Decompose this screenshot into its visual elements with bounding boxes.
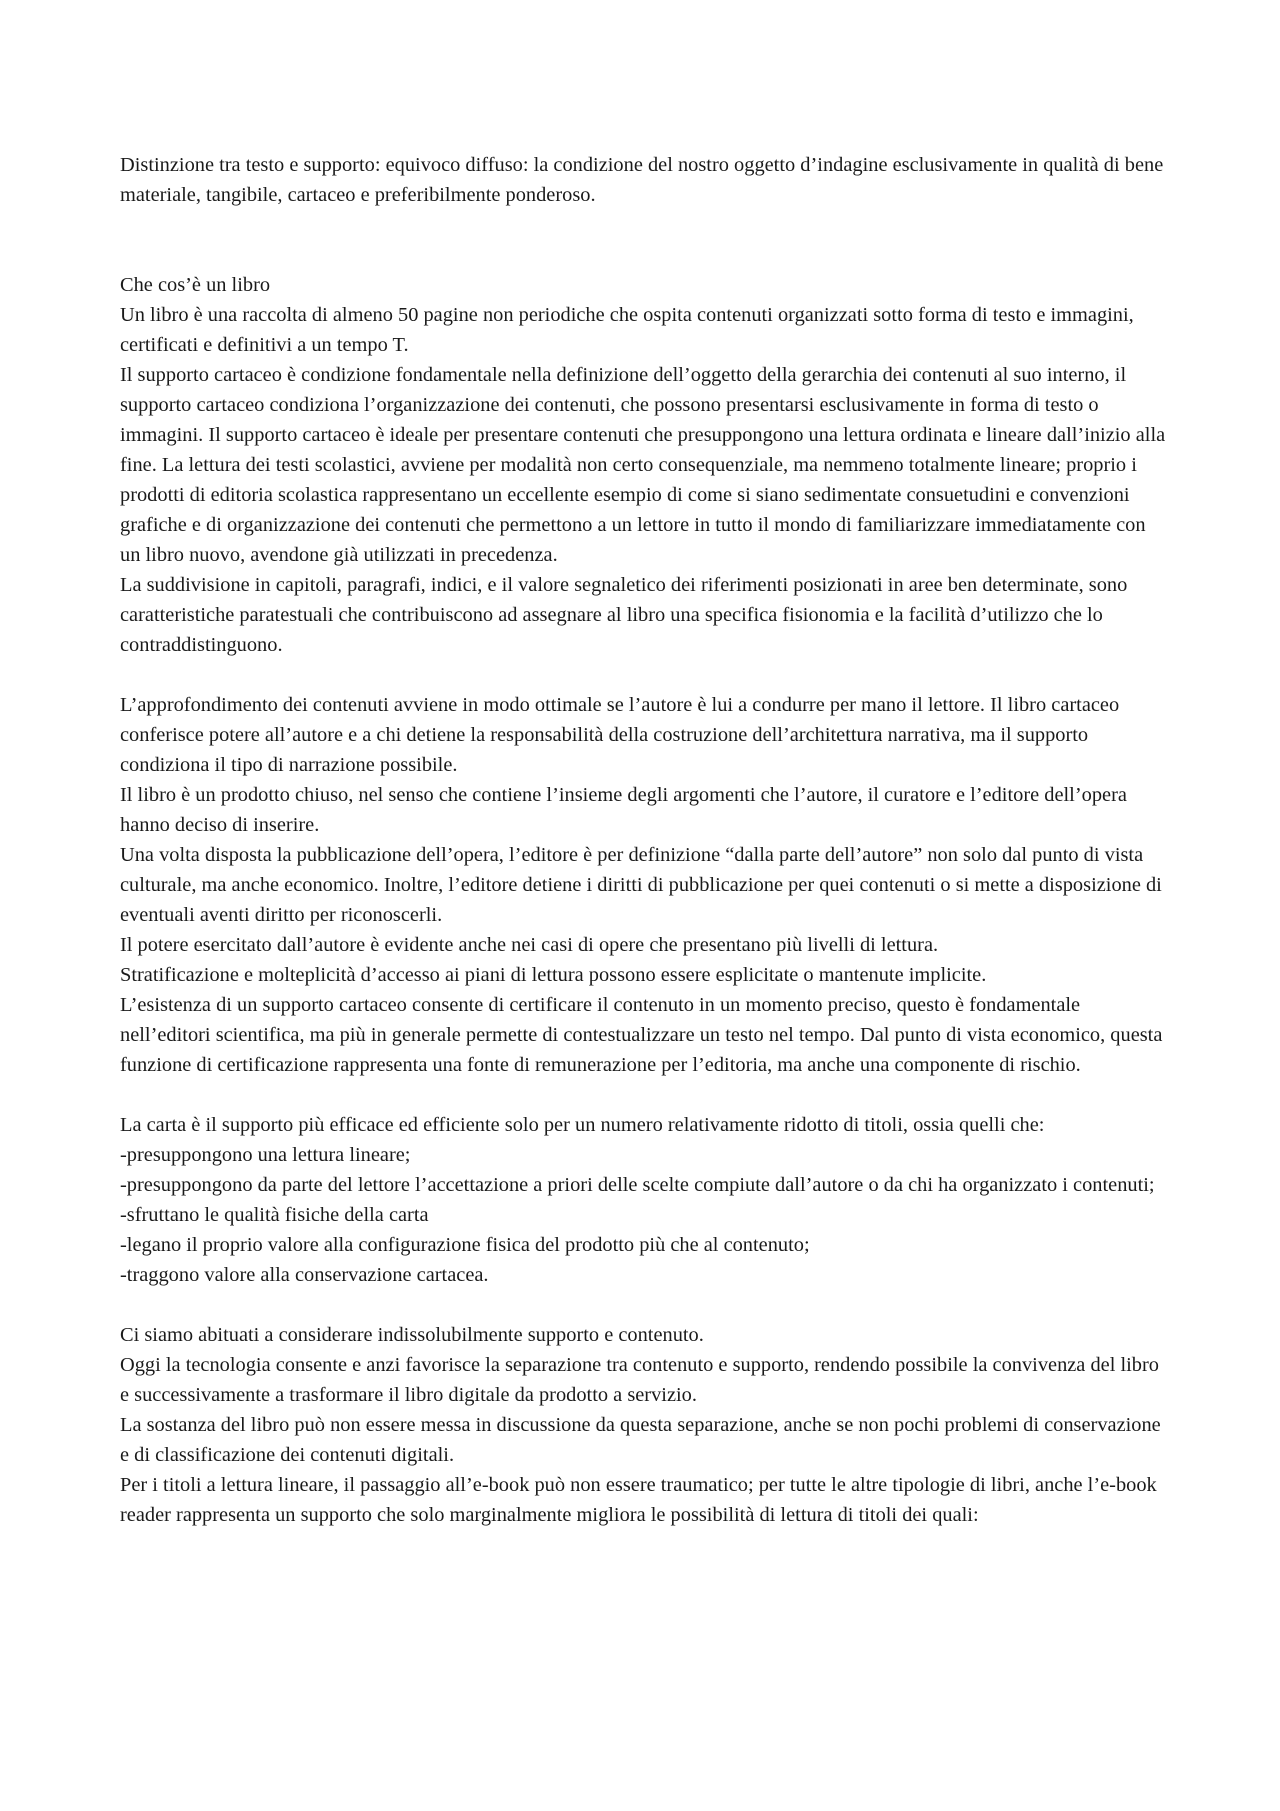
list-item: -legano il proprio valore alla configurazione fisica del prodotto più che al contenuto; (120, 1234, 810, 1256)
body-paragraph: L’approfondimento dei contenuti avviene in modo ottimale se l’autore è lui a condurre per mano il lettore. Il libro cartaceo conferisce potere all’autore e a chi detiene la responsabilità della costruzione dell’architettura narrativa, ma il supporto condiziona il tipo di narrazione possibile. (120, 694, 1120, 776)
document-body (120, 150, 1170, 1530)
spacer (120, 660, 1170, 690)
body-paragraph: La suddivisione in capitoli, paragrafi, indici, e il valore segnaletico dei riferimenti posizionati in aree ben determinate, sono caratteristiche paratestuali che contribuiscono ad assegnare al libro una specifica fisionomia e la facilità d’utilizzo che lo contraddistinguono. (120, 574, 1128, 656)
body-paragraph: Il libro è un prodotto chiuso, nel senso che contiene l’insieme degli argomenti che l’autore, il curatore e l’editore dell’opera hanno deciso di inserire. (120, 784, 1127, 836)
list-item: -presuppongono da parte del lettore l’accettazione a priori delle scelte compiute dall’autore o da chi ha organizzato i contenuti; (120, 1174, 1155, 1196)
body-paragraph: Il potere esercitato dall’autore è evidente anche nei casi di opere che presentano più livelli di lettura. (120, 934, 939, 956)
spacer (120, 1290, 1170, 1320)
body-paragraph: Una volta disposta la pubblicazione dell’opera, l’editore è per definizione “dalla parte dell’autore” non solo dal punto di vista culturale, ma anche economico. Inoltre, l’editore detiene i diritti di pubblicazione per quei contenuti o si mette a disposizione di eventuali aventi diritto per riconoscerli. (120, 844, 1162, 926)
body-paragraph: L’esistenza di un supporto cartaceo consente di certificare il contenuto in un momento preciso, questo è fondamentale nell’editori scientifica, ma più in generale permette di contestualizzare un testo nel tempo. Dal punto di vista economico, questa funzione di certificazione rappresenta una fonte di remunerazione per l’editoria, ma anche una componente di rischio. (120, 994, 1163, 1076)
body-paragraph: Per i titoli a lettura lineare, il passaggio all’e-book può non essere traumatico; per tutte le altre tipologie di libri, anche l’e-book reader rappresenta un supporto che solo marginalmente migliora le possibilità di lettura di titoli dei quali: (120, 1474, 1157, 1526)
body-paragraph: Il supporto cartaceo è condizione fondamentale nella definizione dell’oggetto della gerarchia dei contenuti al suo interno, il supporto cartaceo condiziona l’organizzazione dei contenuti, che possono presentarsi esclusivamente in forma di testo o immagini. Il supporto cartaceo è ideale per presentare contenuti che presuppongono una lettura ordinata e lineare dall’inizio alla fine. La lettura dei testi scolastici, avviene per modalità non certo consequenziale, ma nemmeno totalmente lineare; proprio i prodotti di editoria scolastica rappresentano un eccellente esempio di come si siano sedimentate consuetudini e convenzioni grafiche e di organizzazione dei contenuti che permettono a un lettore in tutto il mondo di familiarizzare immediatamente con un libro nuovo, avendone già utilizzati in precedenza. (120, 364, 1166, 566)
spacer (120, 1080, 1170, 1110)
list-item: -traggono valore alla conservazione cartacea. (120, 1264, 489, 1286)
definition-paragraph: Un libro è una raccolta di almeno 50 pagine non periodiche che ospita contenuti organizzati sotto forma di testo e immagini, certificati e definitivi a un tempo T. (120, 304, 1134, 356)
list-item: -presuppongono una lettura lineare; (120, 1144, 411, 1166)
list-intro: La carta è il supporto più efficace ed efficiente solo per un numero relativamente ridotto di titoli, ossia quelli che: (120, 1114, 1045, 1136)
body-paragraph: Ci siamo abituati a considerare indissolubilmente supporto e contenuto. (120, 1324, 704, 1346)
body-paragraph: Oggi la tecnologia consente e anzi favorisce la separazione tra contenuto e supporto, rendendo possibile la convivenza del libro e successivamente a trasformare il libro digitale da prodotto a servizio. (120, 1354, 1159, 1406)
intro-paragraph: Distinzione tra testo e supporto: equivoco diffuso: la condizione del nostro oggetto d’indagine esclusivamente in qualità di bene materiale, tangibile, cartaceo e preferibilmente ponderoso. (120, 154, 1164, 206)
list-item: -sfruttano le qualità fisiche della carta (120, 1204, 429, 1226)
section-heading: Che cos’è un libro (120, 274, 271, 296)
body-paragraph: Stratificazione e molteplicità d’accesso ai piani di lettura possono essere esplicitate o mantenute implicite. (120, 964, 987, 986)
body-paragraph: La sostanza del libro può non essere messa in discussione da questa separazione, anche se non pochi problemi di conservazione e di classificazione dei contenuti digitali. (120, 1414, 1161, 1466)
spacer (120, 210, 1170, 270)
